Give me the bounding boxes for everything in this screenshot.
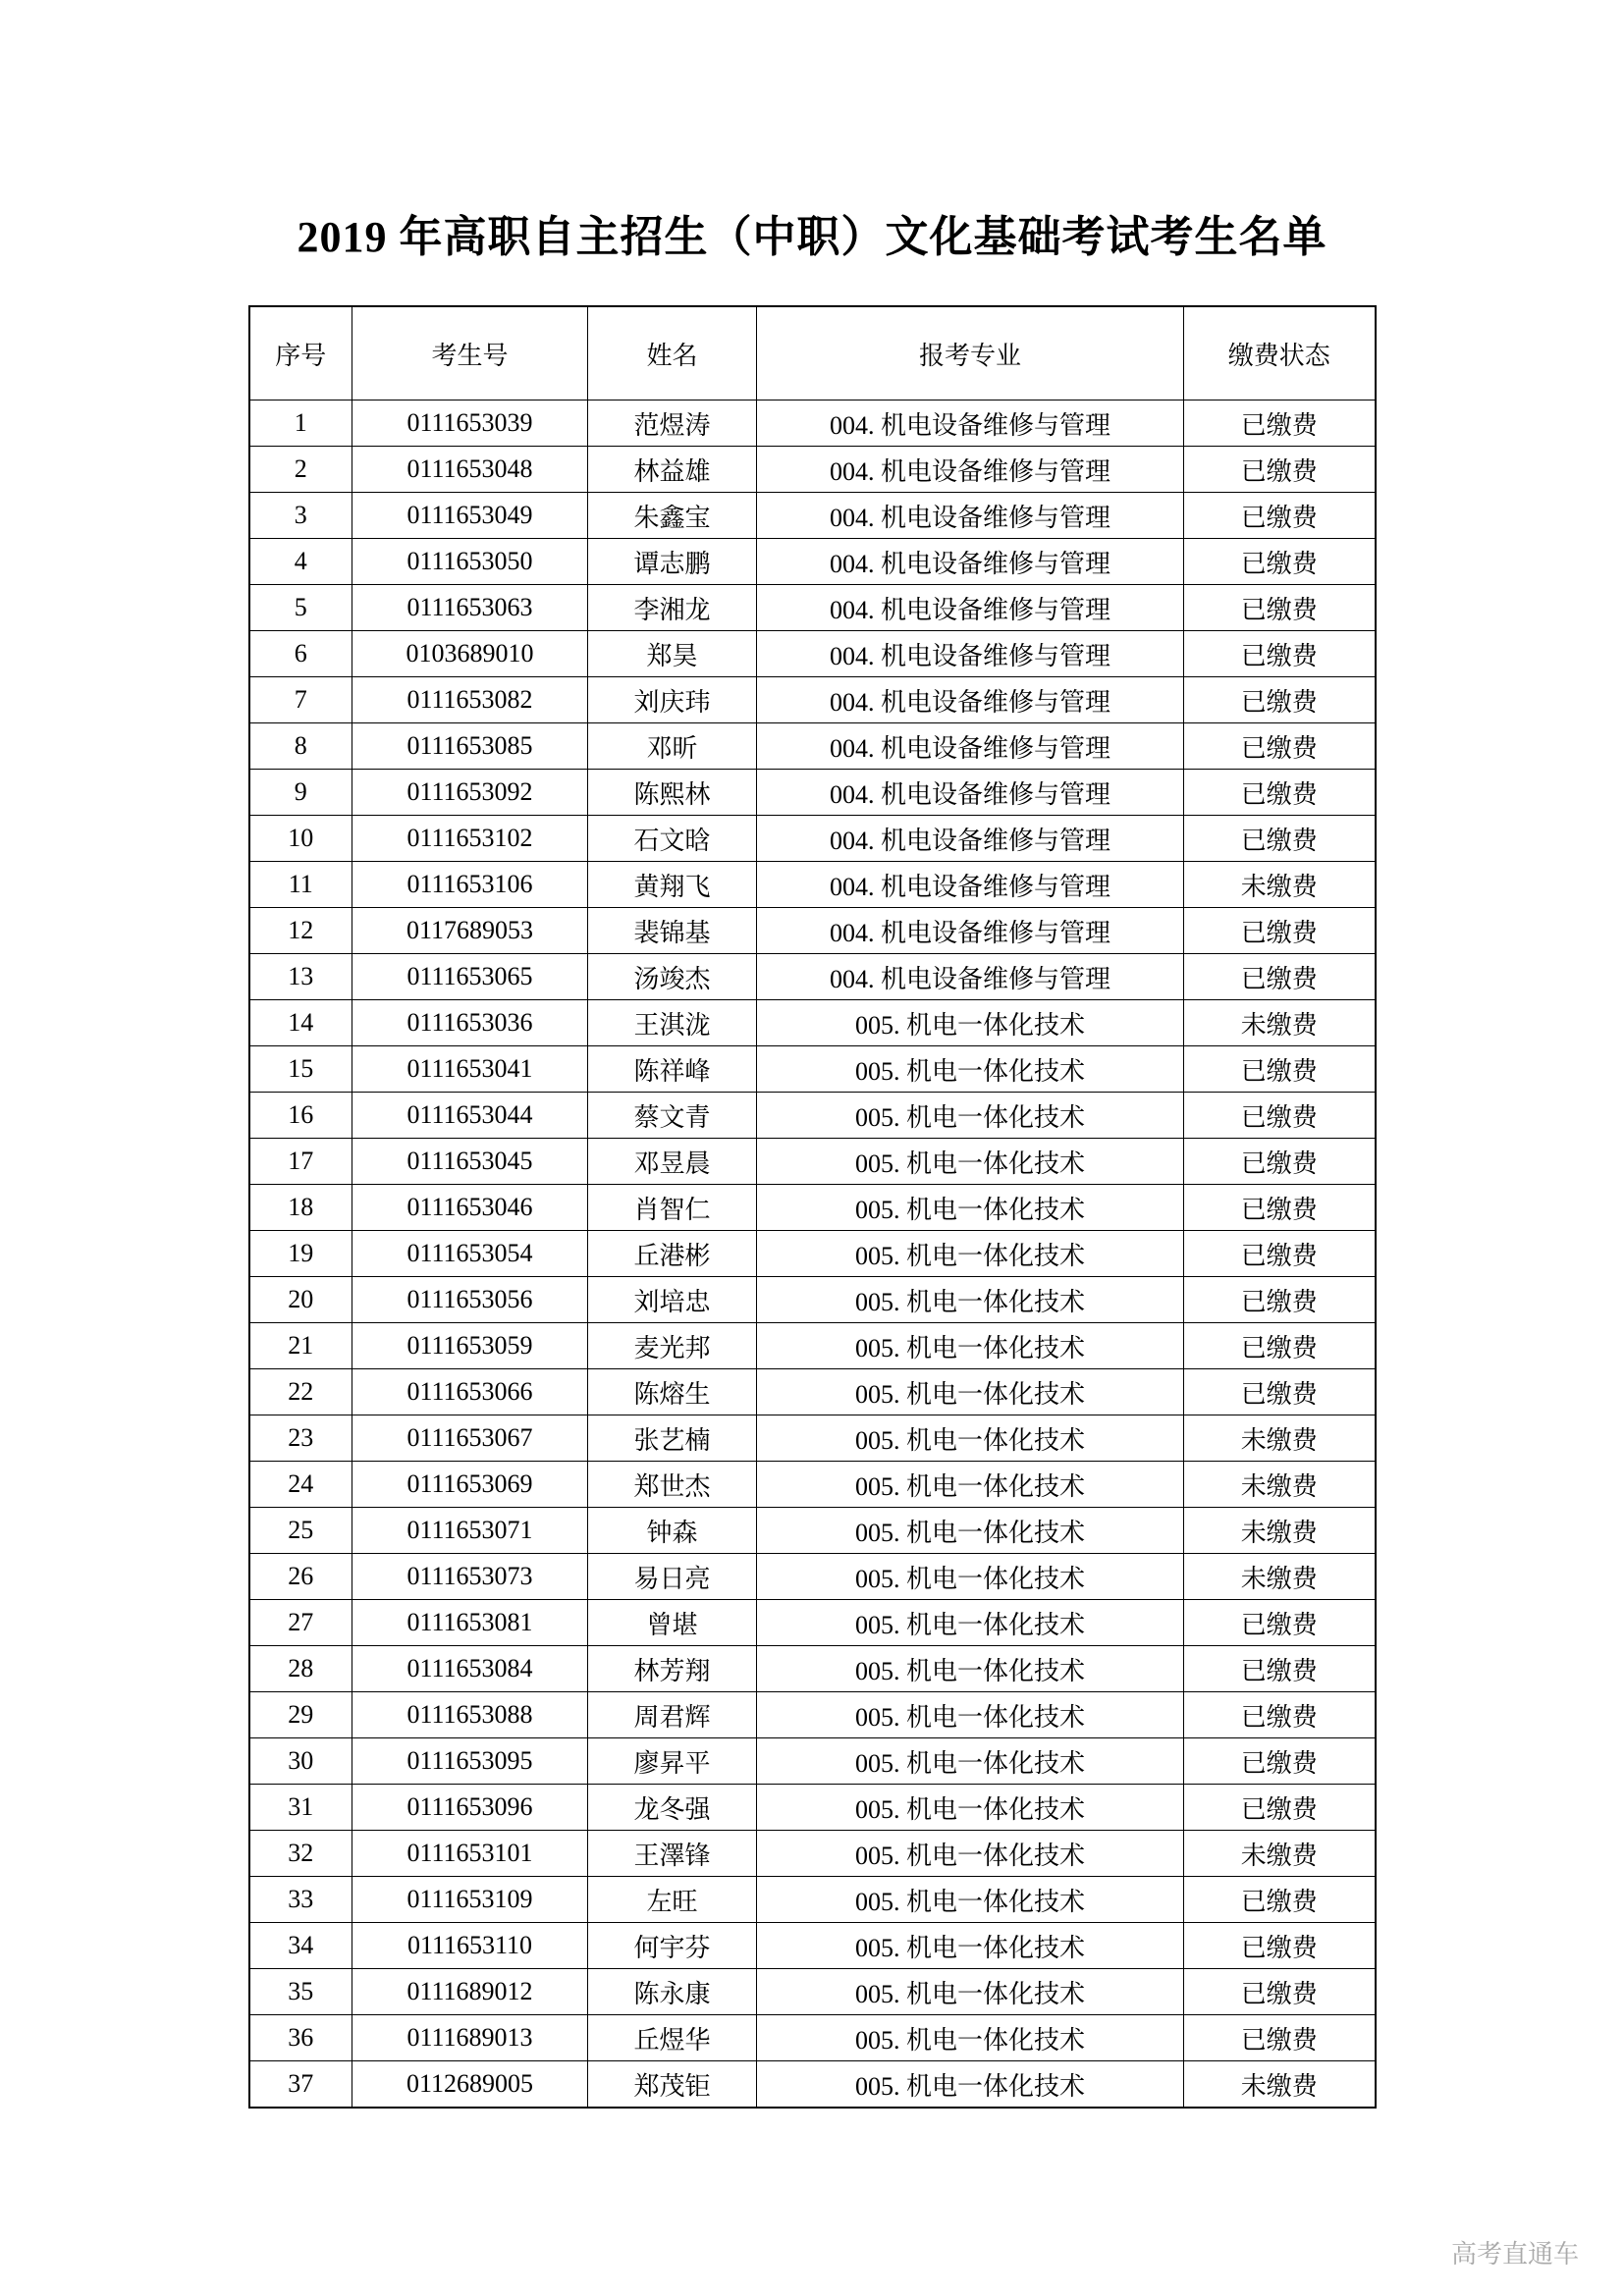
cell-major: 004. 机电设备维修与管理 xyxy=(757,447,1184,493)
cell-payment-status: 已缴费 xyxy=(1184,1277,1376,1323)
cell-payment-status: 已缴费 xyxy=(1184,1323,1376,1369)
cell-name: 张艺楠 xyxy=(588,1415,757,1462)
cell-payment-status: 已缴费 xyxy=(1184,447,1376,493)
table-row xyxy=(249,1093,1376,1139)
cell-payment-status: 已缴费 xyxy=(1184,1923,1376,1969)
table-row xyxy=(249,585,1376,631)
cell-name: 林益雄 xyxy=(588,447,757,493)
cell-payment-status: 已缴费 xyxy=(1184,1646,1376,1692)
cell-candidate-id: 0111653059 xyxy=(352,1323,588,1369)
table-row xyxy=(249,1877,1376,1923)
cell-major: 004. 机电设备维修与管理 xyxy=(757,585,1184,631)
cell-major: 005. 机电一体化技术 xyxy=(757,1692,1184,1738)
table-row xyxy=(249,1923,1376,1969)
table-row xyxy=(249,862,1376,908)
cell-major: 004. 机电设备维修与管理 xyxy=(757,862,1184,908)
cell-major: 004. 机电设备维修与管理 xyxy=(757,816,1184,862)
cell-payment-status: 未缴费 xyxy=(1184,1831,1376,1877)
cell-payment-status: 已缴费 xyxy=(1184,1600,1376,1646)
cell-index: 7 xyxy=(249,677,352,723)
cell-index: 18 xyxy=(249,1185,352,1231)
header-index: 序号 xyxy=(249,306,352,400)
cell-candidate-id: 0111653092 xyxy=(352,770,588,816)
cell-index: 1 xyxy=(249,400,352,447)
cell-index: 14 xyxy=(249,1000,352,1046)
cell-candidate-id: 0111653088 xyxy=(352,1692,588,1738)
header-row xyxy=(249,306,1376,400)
cell-payment-status: 已缴费 xyxy=(1184,631,1376,677)
cell-index: 32 xyxy=(249,1831,352,1877)
cell-name: 龙冬强 xyxy=(588,1785,757,1831)
cell-candidate-id: 0111689013 xyxy=(352,2015,588,2061)
cell-index: 8 xyxy=(249,723,352,770)
table-row xyxy=(249,1646,1376,1692)
table-row xyxy=(249,1738,1376,1785)
cell-index: 3 xyxy=(249,493,352,539)
cell-name: 肖智仁 xyxy=(588,1185,757,1231)
cell-candidate-id: 0111653048 xyxy=(352,447,588,493)
cell-major: 005. 机电一体化技术 xyxy=(757,1185,1184,1231)
cell-name: 黄翔飞 xyxy=(588,862,757,908)
table-row xyxy=(249,1462,1376,1508)
cell-name: 石文晗 xyxy=(588,816,757,862)
cell-index: 10 xyxy=(249,816,352,862)
cell-candidate-id: 0111653056 xyxy=(352,1277,588,1323)
cell-name: 周君辉 xyxy=(588,1692,757,1738)
cell-major: 005. 机电一体化技术 xyxy=(757,1554,1184,1600)
table-row xyxy=(249,908,1376,954)
cell-index: 15 xyxy=(249,1046,352,1093)
cell-name: 陈祥峰 xyxy=(588,1046,757,1093)
table-row xyxy=(249,954,1376,1000)
cell-candidate-id: 0111653054 xyxy=(352,1231,588,1277)
cell-index: 22 xyxy=(249,1369,352,1415)
cell-name: 廖昇平 xyxy=(588,1738,757,1785)
watermark: 高考直通车 xyxy=(1450,2239,1579,2269)
cell-name: 丘港彬 xyxy=(588,1231,757,1277)
cell-candidate-id: 0111653065 xyxy=(352,954,588,1000)
cell-payment-status: 已缴费 xyxy=(1184,1185,1376,1231)
cell-name: 林芳翔 xyxy=(588,1646,757,1692)
cell-payment-status: 未缴费 xyxy=(1184,1000,1376,1046)
cell-candidate-id: 0117689053 xyxy=(352,908,588,954)
cell-payment-status: 已缴费 xyxy=(1184,1093,1376,1139)
cell-index: 33 xyxy=(249,1877,352,1923)
cell-major: 005. 机电一体化技术 xyxy=(757,2015,1184,2061)
cell-name: 朱鑫宝 xyxy=(588,493,757,539)
cell-candidate-id: 0111653049 xyxy=(352,493,588,539)
cell-payment-status: 未缴费 xyxy=(1184,1462,1376,1508)
table-row xyxy=(249,1139,1376,1185)
cell-name: 王澤锋 xyxy=(588,1831,757,1877)
cell-candidate-id: 0111653106 xyxy=(352,862,588,908)
cell-candidate-id: 0111653081 xyxy=(352,1600,588,1646)
cell-index: 11 xyxy=(249,862,352,908)
cell-index: 34 xyxy=(249,1923,352,1969)
cell-candidate-id: 0111653044 xyxy=(352,1093,588,1139)
cell-name: 邓昕 xyxy=(588,723,757,770)
cell-name: 左旺 xyxy=(588,1877,757,1923)
cell-payment-status: 已缴费 xyxy=(1184,677,1376,723)
cell-major: 004. 机电设备维修与管理 xyxy=(757,677,1184,723)
table-row xyxy=(249,723,1376,770)
cell-name: 郑昊 xyxy=(588,631,757,677)
cell-payment-status: 已缴费 xyxy=(1184,400,1376,447)
cell-payment-status: 已缴费 xyxy=(1184,1692,1376,1738)
cell-major: 005. 机电一体化技术 xyxy=(757,1508,1184,1554)
cell-index: 2 xyxy=(249,447,352,493)
cell-payment-status: 已缴费 xyxy=(1184,1785,1376,1831)
table-row xyxy=(249,1323,1376,1369)
cell-candidate-id: 0111653063 xyxy=(352,585,588,631)
cell-major: 005. 机电一体化技术 xyxy=(757,1831,1184,1877)
cell-candidate-id: 0111653110 xyxy=(352,1923,588,1969)
cell-name: 王淇泷 xyxy=(588,1000,757,1046)
cell-index: 26 xyxy=(249,1554,352,1600)
cell-name: 麦光邦 xyxy=(588,1323,757,1369)
table-row xyxy=(249,1785,1376,1831)
cell-payment-status: 已缴费 xyxy=(1184,1139,1376,1185)
cell-candidate-id: 0111653102 xyxy=(352,816,588,862)
header-major: 报考专业 xyxy=(757,306,1184,400)
cell-name: 郑世杰 xyxy=(588,1462,757,1508)
cell-major: 004. 机电设备维修与管理 xyxy=(757,954,1184,1000)
cell-index: 35 xyxy=(249,1969,352,2015)
table-row xyxy=(249,1831,1376,1877)
cell-index: 5 xyxy=(249,585,352,631)
cell-candidate-id: 0111653095 xyxy=(352,1738,588,1785)
cell-major: 004. 机电设备维修与管理 xyxy=(757,493,1184,539)
cell-payment-status: 已缴费 xyxy=(1184,1231,1376,1277)
cell-major: 005. 机电一体化技术 xyxy=(757,2061,1184,2109)
table-row xyxy=(249,677,1376,723)
cell-candidate-id: 0111653046 xyxy=(352,1185,588,1231)
cell-name: 谭志鹏 xyxy=(588,539,757,585)
cell-index: 12 xyxy=(249,908,352,954)
cell-name: 陈永康 xyxy=(588,1969,757,2015)
table-row xyxy=(249,770,1376,816)
cell-candidate-id: 0111653039 xyxy=(352,400,588,447)
table-body xyxy=(249,400,1376,2109)
cell-candidate-id: 0111653084 xyxy=(352,1646,588,1692)
cell-name: 易日亮 xyxy=(588,1554,757,1600)
cell-payment-status: 已缴费 xyxy=(1184,1738,1376,1785)
cell-index: 30 xyxy=(249,1738,352,1785)
cell-payment-status: 已缴费 xyxy=(1184,816,1376,862)
cell-major: 004. 机电设备维修与管理 xyxy=(757,770,1184,816)
cell-payment-status: 已缴费 xyxy=(1184,1046,1376,1093)
cell-name: 钟森 xyxy=(588,1508,757,1554)
cell-candidate-id: 0111653073 xyxy=(352,1554,588,1600)
cell-index: 4 xyxy=(249,539,352,585)
cell-major: 005. 机电一体化技术 xyxy=(757,1093,1184,1139)
table-row xyxy=(249,2015,1376,2061)
cell-payment-status: 已缴费 xyxy=(1184,585,1376,631)
cell-index: 28 xyxy=(249,1646,352,1692)
cell-name: 刘培忠 xyxy=(588,1277,757,1323)
cell-index: 25 xyxy=(249,1508,352,1554)
cell-candidate-id: 0111653096 xyxy=(352,1785,588,1831)
cell-candidate-id: 0111653050 xyxy=(352,539,588,585)
header-candidate-id: 考生号 xyxy=(352,306,588,400)
cell-candidate-id: 0111653101 xyxy=(352,1831,588,1877)
cell-major: 005. 机电一体化技术 xyxy=(757,1923,1184,1969)
cell-major: 004. 机电设备维修与管理 xyxy=(757,400,1184,447)
cell-index: 23 xyxy=(249,1415,352,1462)
cell-name: 李湘龙 xyxy=(588,585,757,631)
cell-major: 004. 机电设备维修与管理 xyxy=(757,908,1184,954)
cell-major: 005. 机电一体化技术 xyxy=(757,1738,1184,1785)
cell-index: 21 xyxy=(249,1323,352,1369)
table-row xyxy=(249,1000,1376,1046)
cell-candidate-id: 0112689005 xyxy=(352,2061,588,2109)
cell-payment-status: 未缴费 xyxy=(1184,1554,1376,1600)
cell-major: 005. 机电一体化技术 xyxy=(757,1785,1184,1831)
table-row xyxy=(249,816,1376,862)
cell-major: 005. 机电一体化技术 xyxy=(757,1000,1184,1046)
cell-name: 蔡文青 xyxy=(588,1093,757,1139)
cell-major: 005. 机电一体化技术 xyxy=(757,1046,1184,1093)
cell-index: 20 xyxy=(249,1277,352,1323)
cell-index: 24 xyxy=(249,1462,352,1508)
candidate-table xyxy=(248,305,1377,2109)
cell-index: 13 xyxy=(249,954,352,1000)
cell-payment-status: 未缴费 xyxy=(1184,1508,1376,1554)
cell-major: 004. 机电设备维修与管理 xyxy=(757,723,1184,770)
cell-candidate-id: 0111653082 xyxy=(352,677,588,723)
cell-candidate-id: 0111653085 xyxy=(352,723,588,770)
cell-payment-status: 已缴费 xyxy=(1184,770,1376,816)
table-row xyxy=(249,1369,1376,1415)
cell-payment-status: 未缴费 xyxy=(1184,1415,1376,1462)
table-row xyxy=(249,1508,1376,1554)
cell-candidate-id: 0111653069 xyxy=(352,1462,588,1508)
cell-payment-status: 已缴费 xyxy=(1184,2015,1376,2061)
cell-name: 邓昱晨 xyxy=(588,1139,757,1185)
cell-index: 6 xyxy=(249,631,352,677)
table-row xyxy=(249,447,1376,493)
cell-candidate-id: 0111653071 xyxy=(352,1508,588,1554)
cell-payment-status: 已缴费 xyxy=(1184,493,1376,539)
table-row xyxy=(249,2061,1376,2109)
cell-major: 005. 机电一体化技术 xyxy=(757,1323,1184,1369)
table-row xyxy=(249,631,1376,677)
cell-name: 陈熔生 xyxy=(588,1369,757,1415)
cell-major: 005. 机电一体化技术 xyxy=(757,1139,1184,1185)
cell-index: 27 xyxy=(249,1600,352,1646)
cell-payment-status: 已缴费 xyxy=(1184,1369,1376,1415)
table-row xyxy=(249,1277,1376,1323)
header-payment-status: 缴费状态 xyxy=(1184,306,1376,400)
cell-name: 范煜涛 xyxy=(588,400,757,447)
cell-name: 何宇芬 xyxy=(588,1923,757,1969)
cell-candidate-id: 0111653067 xyxy=(352,1415,588,1462)
cell-payment-status: 已缴费 xyxy=(1184,539,1376,585)
cell-name: 汤竣杰 xyxy=(588,954,757,1000)
cell-index: 29 xyxy=(249,1692,352,1738)
cell-major: 004. 机电设备维修与管理 xyxy=(757,539,1184,585)
cell-name: 曾堪 xyxy=(588,1600,757,1646)
cell-candidate-id: 0111653109 xyxy=(352,1877,588,1923)
table-row xyxy=(249,1415,1376,1462)
cell-name: 裴锦基 xyxy=(588,908,757,954)
table-row xyxy=(249,1969,1376,2015)
cell-name: 陈熙林 xyxy=(588,770,757,816)
cell-name: 丘煜华 xyxy=(588,2015,757,2061)
cell-candidate-id: 0111653066 xyxy=(352,1369,588,1415)
cell-index: 16 xyxy=(249,1093,352,1139)
cell-index: 36 xyxy=(249,2015,352,2061)
table-header xyxy=(249,306,1376,400)
cell-index: 9 xyxy=(249,770,352,816)
cell-major: 005. 机电一体化技术 xyxy=(757,1969,1184,2015)
table-row xyxy=(249,1600,1376,1646)
cell-candidate-id: 0103689010 xyxy=(352,631,588,677)
cell-payment-status: 已缴费 xyxy=(1184,1877,1376,1923)
cell-major: 005. 机电一体化技术 xyxy=(757,1369,1184,1415)
header-name: 姓名 xyxy=(588,306,757,400)
cell-index: 37 xyxy=(249,2061,352,2109)
cell-major: 005. 机电一体化技术 xyxy=(757,1231,1184,1277)
cell-payment-status: 已缴费 xyxy=(1184,1969,1376,2015)
cell-candidate-id: 0111653045 xyxy=(352,1139,588,1185)
page-title: 2019 年高职自主招生（中职）文化基础考试考生名单 xyxy=(297,213,1327,261)
cell-major: 005. 机电一体化技术 xyxy=(757,1600,1184,1646)
table-row xyxy=(249,539,1376,585)
table-row xyxy=(249,493,1376,539)
table-row xyxy=(249,1185,1376,1231)
cell-index: 31 xyxy=(249,1785,352,1831)
table-row xyxy=(249,1692,1376,1738)
cell-payment-status: 未缴费 xyxy=(1184,862,1376,908)
cell-candidate-id: 0111653036 xyxy=(352,1000,588,1046)
cell-payment-status: 已缴费 xyxy=(1184,723,1376,770)
cell-major: 004. 机电设备维修与管理 xyxy=(757,631,1184,677)
cell-name: 郑茂钜 xyxy=(588,2061,757,2109)
cell-index: 17 xyxy=(249,1139,352,1185)
cell-payment-status: 已缴费 xyxy=(1184,908,1376,954)
cell-major: 005. 机电一体化技术 xyxy=(757,1415,1184,1462)
table-row xyxy=(249,1231,1376,1277)
cell-name: 刘庆玮 xyxy=(588,677,757,723)
cell-index: 19 xyxy=(249,1231,352,1277)
cell-major: 005. 机电一体化技术 xyxy=(757,1462,1184,1508)
table-row xyxy=(249,1046,1376,1093)
cell-candidate-id: 0111689012 xyxy=(352,1969,588,2015)
cell-payment-status: 未缴费 xyxy=(1184,2061,1376,2109)
table-row xyxy=(249,400,1376,447)
cell-major: 005. 机电一体化技术 xyxy=(757,1877,1184,1923)
cell-payment-status: 已缴费 xyxy=(1184,954,1376,1000)
cell-major: 005. 机电一体化技术 xyxy=(757,1277,1184,1323)
table-row xyxy=(249,1554,1376,1600)
cell-major: 005. 机电一体化技术 xyxy=(757,1646,1184,1692)
cell-candidate-id: 0111653041 xyxy=(352,1046,588,1093)
